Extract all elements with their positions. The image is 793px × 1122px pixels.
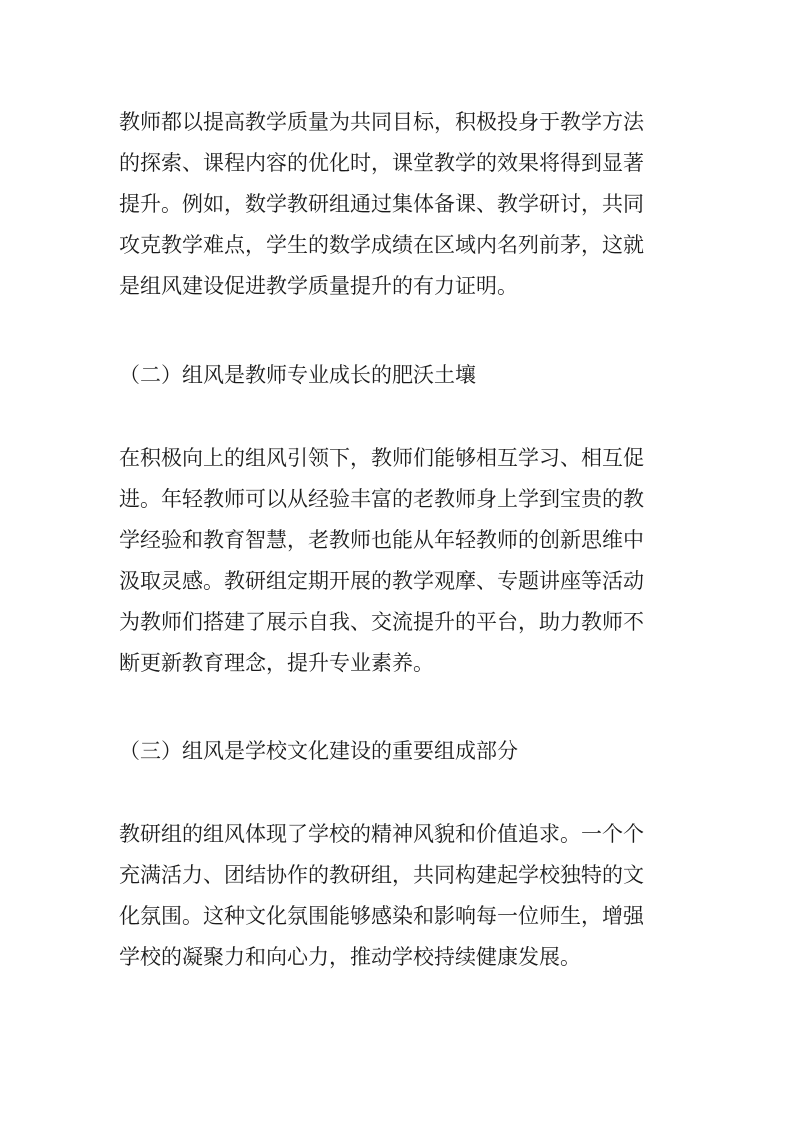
- paragraph-line: 在积极向上的组风引领下，教师们能够相互学习、相互促: [119, 446, 644, 470]
- section-heading: （三）组风是学校文化建设的重要组成部分: [119, 739, 518, 763]
- paragraph-line: 充满活力、团结协作的教研组，共同构建起学校独特的文: [119, 863, 644, 887]
- paragraph-line: 教研组的组风体现了学校的精神风貌和价值追求。一个个: [119, 822, 644, 846]
- paragraph-line: 汲取灵感。教研组定期开展的教学观摩、专题讲座等活动: [119, 569, 644, 593]
- paragraph-line: 学经验和教育智慧，老教师也能从年轻教师的创新思维中: [119, 528, 644, 552]
- paragraph-line: 学校的凝聚力和向心力，推动学校持续健康发展。: [119, 945, 581, 969]
- body-paragraph: [119, 438, 679, 684]
- body-paragraph: [119, 102, 679, 307]
- paragraph-line: 是组风建设促进教学质量提升的有力证明。: [119, 274, 518, 298]
- body-paragraph: [119, 814, 679, 978]
- paragraph-line: 提升。例如，数学教研组通过集体备课、教学研讨，共同: [119, 192, 644, 216]
- paragraph-line: 进。年轻教师可以从经验丰富的老教师身上学到宝贵的教: [119, 487, 644, 511]
- paragraph-line: 攻克教学难点，学生的数学成绩在区域内名列前茅，这就: [119, 233, 644, 257]
- section-heading: （二）组风是教师专业成长的肥沃土壤: [119, 363, 476, 387]
- paragraph-line: 教师都以提高教学质量为共同目标，积极投身于教学方法: [119, 110, 644, 134]
- paragraph-line: 化氛围。这种文化氛围能够感染和影响每一位师生，增强: [119, 904, 644, 928]
- paragraph-line: 断更新教育理念，提升专业素养。: [119, 651, 434, 675]
- paragraph-line: 为教师们搭建了展示自我、交流提升的平台，助力教师不: [119, 610, 644, 634]
- paragraph-line: 的探索、课程内容的优化时，课堂教学的效果将得到显著: [119, 151, 644, 175]
